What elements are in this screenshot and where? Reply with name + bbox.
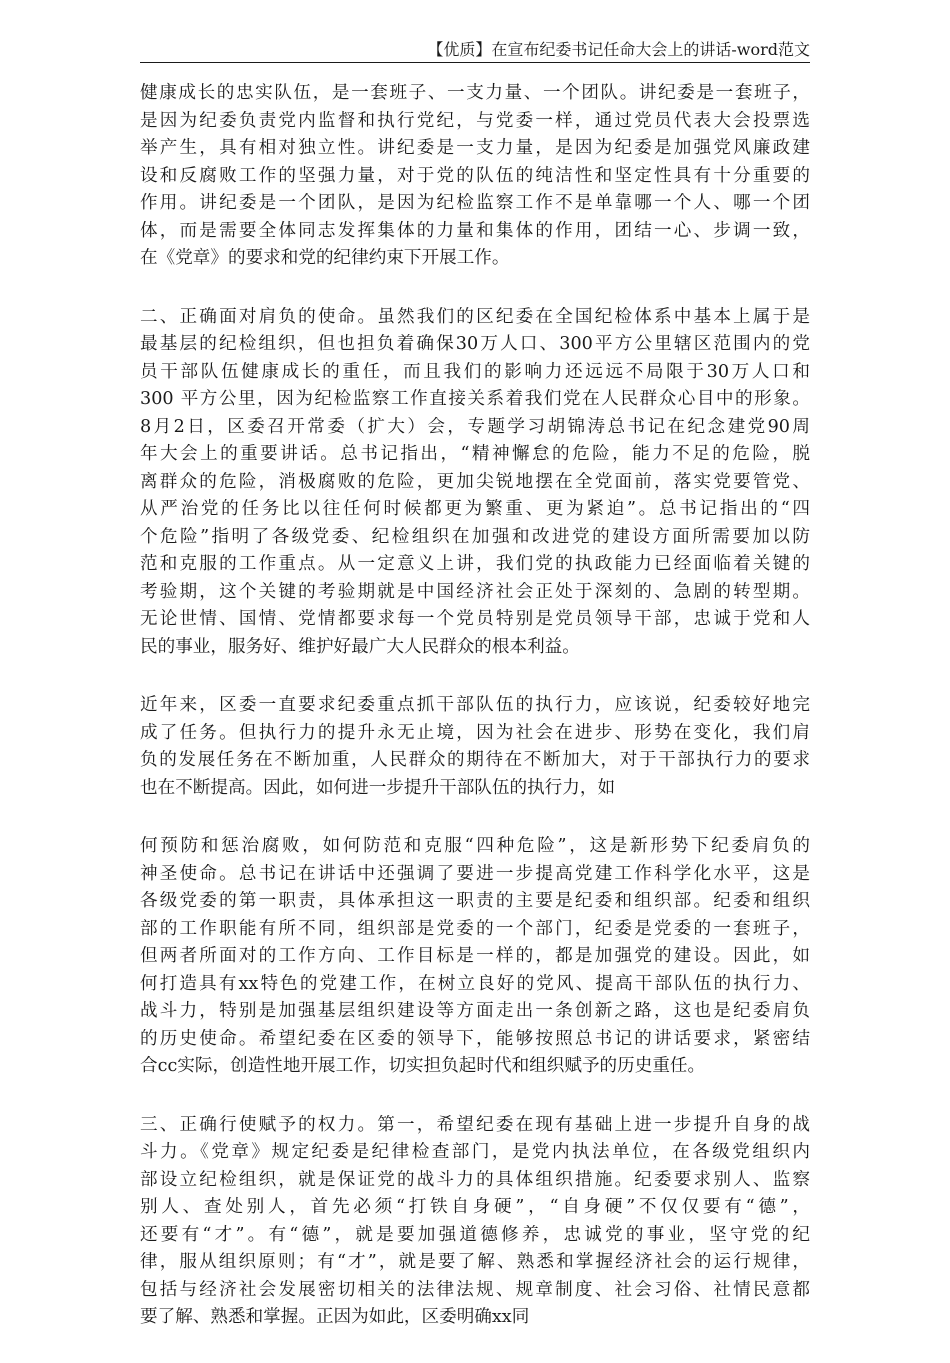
text-line: 个危险”指明了各级党委、纪检组织在加强和改进党的建设方面所需要加以防 [140,526,810,547]
text-line: 是因为纪委负责党内监督和执行党纪，与党委一样，通过党员代表大会投票选 [140,110,810,131]
text-line: 二、正确面对肩负的使命。虽然我们的区纪委在全国纪检体系中基本上属于是 [140,306,810,327]
paragraph [140,304,810,662]
text-line: 还要有“才”。有“德”，就是要加强道德修养，忠诚党的事业，坚守党的纪 [140,1224,810,1245]
text-line: 体，而是需要全体同志发挥集体的力量和集体的作用，团结一心、步调一致， [140,220,810,241]
text-line: 部设立纪检组织，就是保证党的战斗力的具体组织措施。纪委要求别人、监察 [140,1169,810,1190]
text-line: 最基层的纪检组织，但也担负着确保30万人口、300平方公里辖区范围内的党 [140,334,810,354]
text-line: 要了解、熟悉和掌握。正因为如此，区委明确xx同 [140,1307,530,1327]
text-line: 范和克服的工作重点。从一定意义上讲，我们党的执政能力已经面临着关键的 [140,554,810,574]
text-line: 举产生，具有相对独立性。讲纪委是一支力量，是因为纪委是加强党风廉政建 [140,138,810,158]
paragraph [140,80,810,273]
text-line: 300 平方公里，因为纪检监察工作直接关系着我们党在人民群众心目中的形象。 [140,389,810,409]
text-line: 近年来，区委一直要求纪委重点抓干部队伍的执行力，应该说，纪委较好地完 [140,695,810,715]
text-line: 战斗力，特别是加强基层组织建设等方面走出一条创新之路，这也是纪委肩负 [140,1001,810,1021]
text-line: 健康成长的忠实队伍，是一套班子、一支力量、一个团队。讲纪委是一套班子， [140,83,810,103]
text-line: 律，服从组织原则；有“才”，就是要了解、熟悉和掌握经济社会的运行规律， [140,1252,810,1272]
text-line: 员干部队伍健康成长的重任，而且我们的影响力还远远不局限于30万人口和 [140,361,810,382]
text-line: 三、正确行使赋予的权力。第一，希望纪委在现有基础上进一步提升自身的战 [140,1114,810,1135]
text-line: 从严治党的任务比以往任何时候都更为繁重、更为紧迫”。总书记指出的“四 [140,499,810,519]
text-line: 合cc实际，创造性地开展工作，切实担负起时代和组织赋予的历史重任。 [140,1056,706,1076]
text-line: 各级党委的第一职责，具体承担这一职责的主要是纪委和组织部。纪委和组织 [140,891,810,911]
text-line: 年大会上的重要讲话。总书记指出，“精神懈怠的危险，能力不足的危险，脱 [140,444,810,464]
text-line: 但两者所面对的工作方向、工作目标是一样的，都是加强党的建设。因此，如 [140,946,810,966]
text-line: 民的事业，服务好、维护好最广大人民群众的根本利益。 [140,636,580,657]
text-line: 何打造具有xx特色的党建工作，在树立良好的党风、提高干部队伍的执行力、 [140,973,810,994]
text-line: 作用。讲纪委是一个团队，是因为纪检监察工作不是单靠哪一个人、哪一个团 [140,193,810,213]
text-line: 负的发展任务在不断加重，人民群众的期待在不断加大，对于干部执行力的要求 [140,750,810,770]
text-line: 8月2日，区委召开常委（扩大）会，专题学习胡锦涛总书记在纪念建党90周 [140,416,810,437]
page-header-title: 【优质】在宣布纪委书记任命大会上的讲话-word范文 [427,40,810,59]
text-line: 离群众的危险，消极腐败的危险，更加尖锐地摆在全党面前，落实党要管党、 [140,471,810,492]
paragraph [140,1112,810,1332]
text-line: 考验期，这个关键的考验期就是中国经济社会正处于深刻的、急剧的转型期。 [140,581,810,602]
text-line: 何预防和惩治腐败，如何防范和克服“四种危险”，这是新形势下纪委肩负的 [140,836,810,856]
document-body [140,80,810,1363]
text-line: 斗力。《党章》规定纪委是纪律检查部门，是党内执法单位，在各级党组织内 [140,1142,810,1162]
text-line: 包括与经济社会发展密切相关的法律法规、规章制度、社会习俗、社情民意都 [140,1279,810,1300]
paragraph [140,833,810,1081]
header-rule [140,62,810,63]
text-line: 也在不断提高。因此，如何进一步提升干部队伍的执行力，如 [140,777,616,798]
text-line: 部的工作职能有所不同，组织部是党委的一个部门，纪委是党委的一套班子， [140,918,810,939]
text-line: 神圣使命。总书记在讲话中还强调了要进一步提高党建工作科学化水平，这是 [140,863,810,884]
text-line: 别人、查处别人，首先必须“打铁自身硬”，“自身硬”不仅仅要有“德”， [140,1197,810,1217]
paragraph [140,692,810,802]
text-line: 无论世情、国情、党情都要求每一个党员特别是党员领导干部，忠诚于党和人 [140,609,810,629]
text-line: 成了任务。但执行力的提升永无止境，因为社会在进步、形势在变化，我们肩 [140,722,810,743]
text-line: 在《党章》的要求和党的纪律约束下开展工作。 [140,248,510,268]
text-line: 设和反腐败工作的坚强力量，对于党的队伍的纯洁性和坚定性具有十分重要的 [140,165,810,186]
text-line: 的历史使命。希望纪委在区委的领导下，能够按照总书记的讲话要求，紧密结 [140,1028,810,1049]
